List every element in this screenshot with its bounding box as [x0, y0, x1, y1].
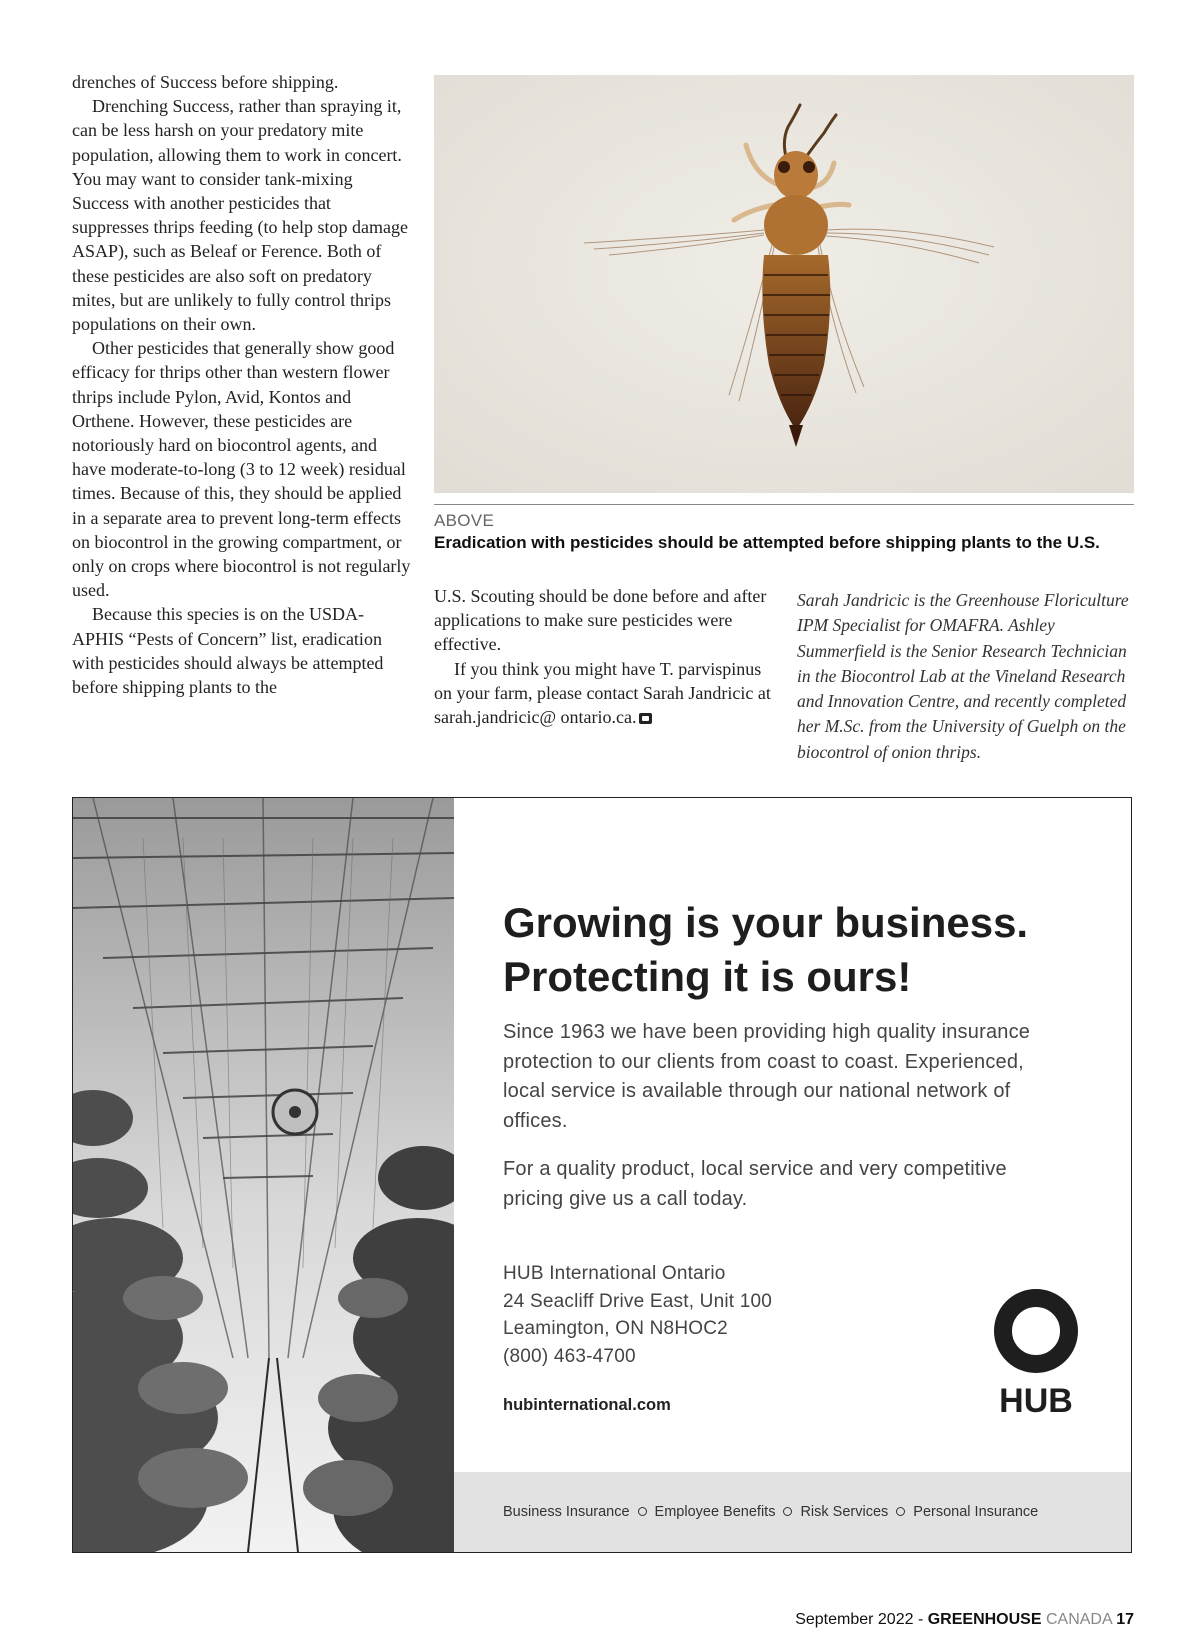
issue-date: September 2022 -	[795, 1611, 928, 1628]
end-mark-icon	[639, 713, 652, 724]
address-line: Leamington, ON N8HOC2	[503, 1318, 728, 1339]
caption-divider	[434, 504, 1134, 505]
service-item: Personal Insurance	[913, 1504, 1039, 1520]
ad-body-text: Since 1963 we have been providing high quality insurance protection to our clients from coast to coast. Experienced, local service is available through our national network of offices.	[503, 1021, 1031, 1132]
bullet-circle-icon	[638, 1507, 647, 1516]
ad-services-bar	[454, 1472, 1132, 1553]
greenhouse-illustration	[73, 798, 454, 1552]
article-column-middle	[434, 584, 774, 729]
photo-caption: Eradication with pesticides should be attempted before shipping plants to the U.S.	[434, 533, 1100, 552]
service-item: Risk Services	[800, 1504, 889, 1520]
address-line: HUB International Ontario	[503, 1263, 726, 1284]
ad-headline-line: Growing is your business.	[503, 899, 1029, 946]
article-paragraph: Drenching Success, rather than spraying it, can be less harsh on your predatory mite population, allowing them to work in concert. You may want to consider tank-mixing Success with another pesticides that suppresses thrips feeding (to help stop damage ASAP), such as Beleaf or Ference. Both of these pesticides are also soft on predatory mites, but are unlikely to fully control thrips populations on their own.	[72, 96, 408, 335]
hub-logo-text: HUB	[999, 1382, 1073, 1416]
ad-services-list	[503, 1504, 1038, 1520]
thrips-illustration	[434, 75, 1134, 493]
ad-address	[503, 1260, 772, 1370]
hub-logo	[993, 1288, 1083, 1416]
greenhouse-photo	[73, 798, 454, 1552]
magazine-name: GREENHOUSE	[927, 1611, 1042, 1628]
article-paragraph-text: If you think you might have T. parvispinus on your farm, please contact Sarah Jandricic at sarah.jandricic@ ontario.ca.	[434, 658, 771, 728]
service-item: Employee Benefits	[654, 1504, 776, 1520]
ad-body-text: For a quality product, local service and very competitive pricing give us a call today.	[503, 1158, 1007, 1210]
ad-headline-line: Protecting it is ours!	[503, 953, 912, 1000]
ad-website-link[interactable]: hubinternational.com	[503, 1396, 671, 1414]
author-bio: Sarah Jandricic is the Greenhouse Floriculture IPM Specialist for OMAFRA. Ashley Summerfield is the Senior Research Technician in the Biocontrol Lab at the Vineland Research and Innovation Centre, and recently completed her M.Sc. from the University of Guelph on the biocontrol of onion thrips.	[797, 590, 1129, 762]
service-item: Business Insurance	[503, 1504, 630, 1520]
article-column-left	[72, 70, 412, 699]
ad-headline	[503, 896, 1103, 1004]
thrips-photo	[434, 75, 1134, 493]
bullet-circle-icon	[896, 1507, 905, 1516]
bullet-circle-icon	[783, 1507, 792, 1516]
magazine-name-suffix: CANADA	[1041, 1611, 1117, 1628]
phone-number: (800) 463-4700	[503, 1345, 636, 1367]
address-line: 24 Seacliff Drive East, Unit 100	[503, 1290, 773, 1312]
hub-advertisement	[72, 797, 1132, 1553]
article-paragraph: Because this species is on the USDA-APHIS “Pests of Concern” list, eradication with pesticides should always be attempted before shipping plants to the	[72, 604, 384, 698]
article-paragraph: U.S. Scouting should be done before and after applications to make sure pesticides were effective.	[434, 586, 767, 655]
caption-kicker: ABOVE	[434, 511, 495, 530]
article-paragraph: Other pesticides that generally show good efficacy for thrips other than western flower thrips include Pylon, Avid, Kontos and Orthene. However, these pesticides are notoriously hard on biocontrol agents, and have moderate-to-long (3 to 12 week) residual times. Because of this, they should be applied in a separate area to prevent long-term effects on biocontrol in the growing compartment, or only on crops where biocontrol is not regularly used.	[72, 338, 411, 601]
article-paragraph	[434, 657, 774, 730]
page-number: 17	[1116, 1611, 1134, 1628]
page-footer	[795, 1611, 1134, 1629]
hub-logo-ring	[1003, 1298, 1069, 1364]
article-paragraph: drenches of Success before shipping.	[72, 72, 339, 92]
